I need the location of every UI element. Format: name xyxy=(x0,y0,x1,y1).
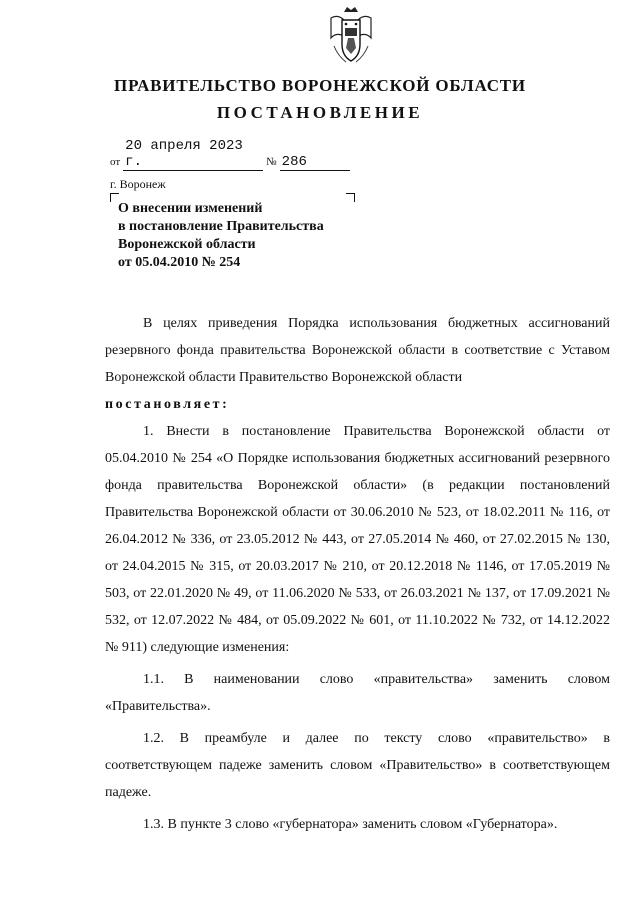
item-1-2-paragraph: 1.2. В преамбуле и далее по тексту слово «правительство» в соответствующем падеже заменить словом «Правительство» в соответствующем падеже. xyxy=(105,731,610,800)
subject-line: О внесении изменений xyxy=(118,201,263,216)
document-type: ПОСТАНОВЛЕНИЕ xyxy=(216,103,424,122)
decree-line: постановляет: xyxy=(105,397,227,412)
city-label: г. Воронеж xyxy=(110,177,166,191)
date-prefix: от xyxy=(110,156,121,168)
item-1-3-paragraph: 1.3. В пункте 3 слово «губернатора» заменить словом «Губернатора». xyxy=(143,817,558,832)
government-title: ПРАВИТЕЛЬСТВО ВОРОНЕЖСКОЙ ОБЛАСТИ xyxy=(114,76,526,95)
item-1-1-paragraph: 1.1. В наименовании слово «правительства» заменить словом «Правительства». xyxy=(105,672,610,714)
coat-of-arms-emblem xyxy=(326,6,376,68)
document-body xyxy=(105,310,610,838)
decree-word: постановляет xyxy=(105,397,223,412)
document-number: 286 xyxy=(280,154,350,171)
date-number-line xyxy=(110,138,350,170)
subject-line: от 05.04.2010 № 254 xyxy=(118,255,241,270)
subject-block xyxy=(118,200,368,272)
document-date: 20 апреля 2023 г. xyxy=(123,138,263,171)
subject-line: Воронежской области xyxy=(118,237,256,252)
number-sign: № xyxy=(266,156,277,168)
preamble-paragraph: В целях приведения Порядка использования бюджетных ассигнований резервного фонда правительства Воронежской области в соответствие с Уставом Воронежской области Правительство Воронежской области xyxy=(105,316,610,385)
subject-line: в постановление Правительства xyxy=(118,219,324,234)
item-1-paragraph: 1. Внести в постановление Правительства Воронежской области от 05.04.2010 № 254 «О Порядке использования бюджетных ассигнований резервного фонда правительства Воронежской области» (в редакции постановлений Правительства Воронежской области от 30.06.2010 № 523, от 18.02.2011 № 116, от 26.04.2012 № 336, от 23.05.2012 № 443, от 27.05.2014 № 460, от 27.02.2015 № 130, от 24.04.2015 № 315, от 20.03.2017 № 210, от 20.12.2018 № 1146, от 17.05.2019 № 503, от 22.01.2020 № 49, от 11.06.2020 № 533, от 26.03.2021 № 137, от 17.09.2021 № 532, от 12.07.2022 № 484, от 05.09.2022 № 601, от 11.10.2022 № 732, от 14.12.2022 № 911) следующие изменения: xyxy=(105,424,610,655)
